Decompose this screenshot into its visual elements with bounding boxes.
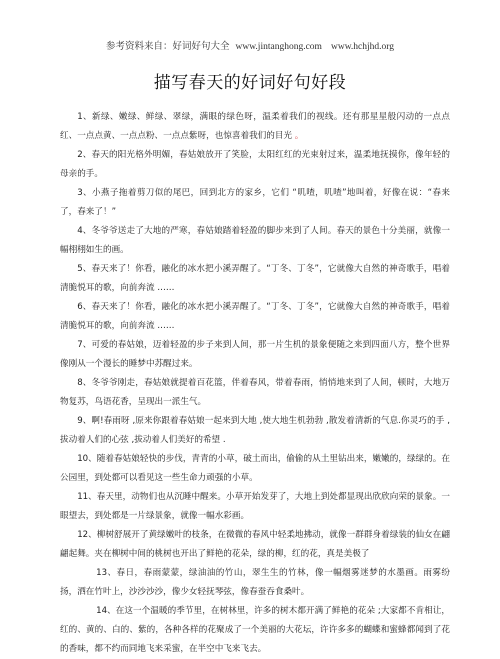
paragraph-6: 6、春天来了！你看，融化的冰水把小溪弄醒了。“丁冬、丁冬”，它就像大自然的神奇歌手，唱着清脆悦耳的歌，向前奔流 …… (60, 302, 450, 331)
header-url-2: www.hchjhd.org (330, 42, 395, 52)
paragraph-14: 14、在这一个温暖的季节里，在树林里，许多的树木都开满了鲜艳的花朵 ;大家都不肯相让，红的、黄的、白的、紫的，各种各样的花聚成了一个美丽的大花坛，许许多多的蝴蝶和蜜蜂都闻到了花的香味，都不约而同地飞来采蜜，在半空中飞来飞去。 (60, 606, 450, 654)
paragraph-5: 5、春天来了！你看，融化的冰水把小溪弄醒了。“丁冬、丁冬”，它就像大自然的神奇歌手，唱着清脆悦耳的歌，向前奔流 …… (60, 264, 450, 293)
paragraph-2: 2、春天的阳光格外明媚，春姑娘放开了笑脸，太阳红红的光束射过来，温柔地抚摸你，像年轻的母亲的手。 (60, 150, 450, 179)
page-header (0, 38, 500, 52)
paragraph-7: 7、可爱的春姑娘，迈着轻盈的步子来到人间，那一片生机的景象便随之来到四面八方，整个世界像刚从一个漫长的睡梦中苏醒过来。 (60, 340, 450, 369)
paragraph-4: 4、冬爷爷送走了大地的严寒，春姑娘踏着轻盈的脚步来到了人间。春天的景色十分美丽，就像一幅栩栩如生的画。 (60, 226, 450, 255)
paragraph-12: 12、柳树舒展开了黄绿嫩叶的枝条，在微微的春风中轻柔地拂动，就像一群群身着绿装的仙女在翩翩起舞。夹在柳树中间的桃树也开出了鲜艳的花朵，绿的柳，红的花，真是美极了 (60, 530, 450, 559)
paragraph-10: 10、随着春姑娘轻快的步伐，青青的小草，破土而出，偷偷的从土里钻出来，嫩嫩的，绿绿的。在公园里，到处都可以看见这一些生命力顽强的小草。 (60, 454, 450, 483)
trailing-mark: 。 (294, 131, 304, 141)
document-body (60, 108, 450, 659)
header-prefix: 参考资料来自：好词好句大全 (105, 41, 230, 52)
paragraph-9: 9、啊!春雨呀 ,原来你跟着春姑娘一起来到大地 ,使大地生机勃勃 ,散发着清新的气息.你灵巧的手 ,拔动着人们的心弦 ,拔动着人们美好的希望 . (60, 416, 450, 445)
header-url-1: www.jintanghong.com (235, 42, 322, 52)
paragraph-3: 3、小燕子拖着剪刀似的尾巴，回到北方的家乡，它们 “叽喳，叽喳”地叫着，好像在说：“春来了，春来了！” (60, 188, 450, 217)
paragraph-1: 1、新绿、嫩绿、鲜绿、翠绿，满眼的绿色呀，温柔着我们的视线。还有那星星般闪动的一点点红、一点点黄、一点点粉、一点点紫呀，也惊喜着我们的目光 。 (60, 112, 450, 141)
paragraph-8: 8、冬爷爷刚走，春姑娘就提着百花篮，伴着春风，带着春雨，悄悄地来到了人间，顿时，大地万物复苏，鸟语花香，呈现出一派生气。 (60, 378, 450, 407)
paragraph-11: 11、春天里，动物们也从沉睡中醒来。小草开始发芽了，大地上到处都显现出欣欣向荣的景象。一眼望去，到处都是一片绿景象，就像一幅水彩画。 (60, 492, 450, 521)
page-title: 描写春天的好词好句好段 (153, 73, 347, 93)
paragraph-13: 13、春日，春雨蒙蒙，绿油油的竹山，翠生生的竹林，像一幅烟雾迷梦的水墨画。雨雾纷扬，洒在竹叶上，沙沙沙沙，像少女轻抚琴弦，像春蚕吞食桑叶。 (60, 568, 450, 597)
